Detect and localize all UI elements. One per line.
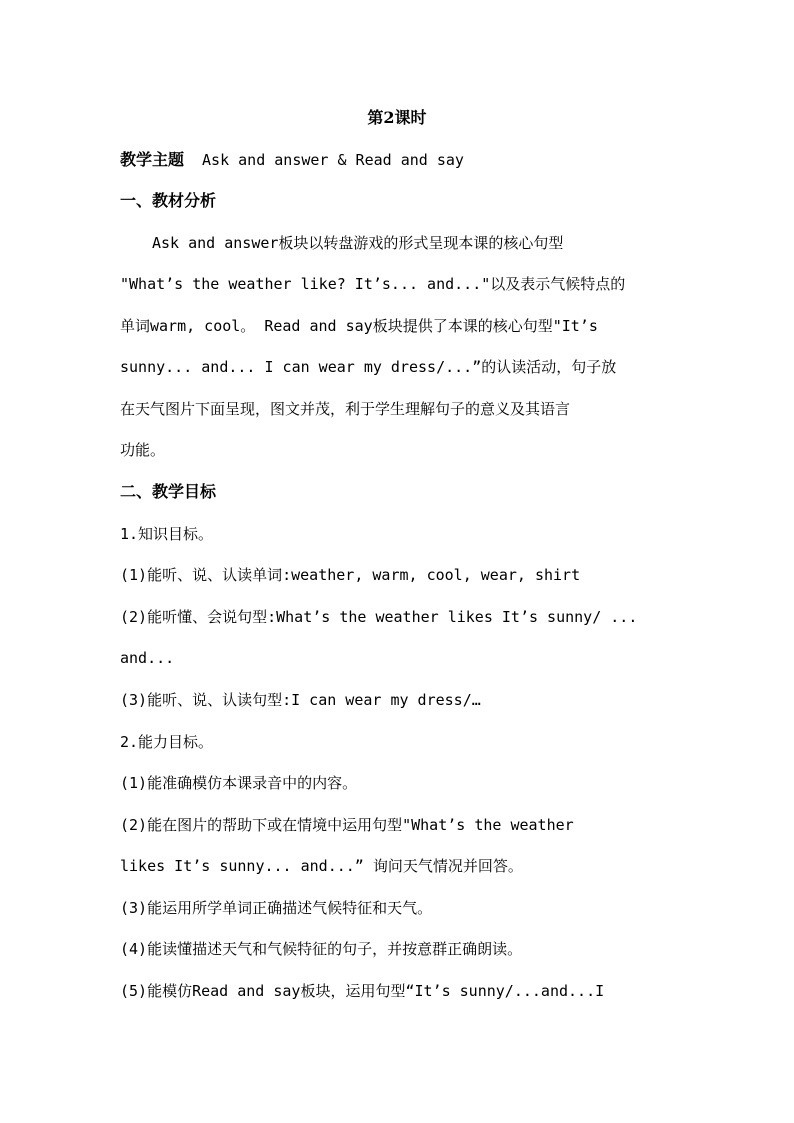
goal-line-6: 2.能力目标。 (120, 733, 214, 751)
topic-value: Ask and answer & Read and say (202, 151, 464, 169)
goal-line-9: likes It’s sunny... and...” 询问天气情况并回答。 (120, 857, 523, 875)
goal-line-10: (3)能运用所学单词正确描述气候特征和天气。 (120, 899, 433, 917)
goal-line-1: 1.知识目标。 (120, 525, 214, 543)
paragraph-line-5: 在天气图片下面呈现，图文并茂，利于学生理解句子的意义及其语言 (120, 400, 571, 418)
goal-line-12: (5)能模仿Read and say板块，运用句型“It’s sunny/...and...I (120, 982, 605, 1000)
goal-line-2: (1)能听、说、认读单词:weather, warm, cool, wear, shirt (120, 566, 581, 584)
goal-line-4: and... (120, 649, 175, 667)
teaching-topic-line (120, 150, 680, 170)
paragraph-line-6: 功能。 (120, 441, 166, 459)
goal-line-7: (1)能准确模仿本课录音中的内容。 (120, 774, 358, 792)
goal-line-11: (4)能读懂描述天气和气候特征的句子，并按意群正确朗读。 (120, 940, 523, 958)
lesson-title: 第2课时 (367, 108, 427, 127)
section-heading-teaching-goals: 二、教学目标 (120, 482, 217, 501)
paragraph-line-2: "What’s the weather like? It’s... and..."以及表示气候特点的 (120, 275, 626, 293)
topic-label: 教学主题 (120, 150, 185, 169)
paragraph-line-1: Ask and answer板块以转盘游戏的形式呈现本课的核心句型 (152, 234, 564, 252)
section-heading-material-analysis: 一、教材分析 (120, 191, 217, 210)
paragraph-line-4: sunny... and... I can wear my dress/...”的认读活动，句子放 (120, 358, 617, 376)
goal-line-3: (2)能听懂、会说句型:What’s the weather likes It’s sunny/ ... (120, 608, 638, 626)
goal-line-8: (2)能在图片的帮助下或在情境中运用句型"What’s the weather (120, 816, 574, 834)
goal-line-5: (3)能听、说、认读句型:I can wear my dress/… (120, 691, 481, 709)
paragraph-line-3: 单词warm, cool。 Read and say板块提供了本课的核心句型"It’s (120, 317, 598, 335)
